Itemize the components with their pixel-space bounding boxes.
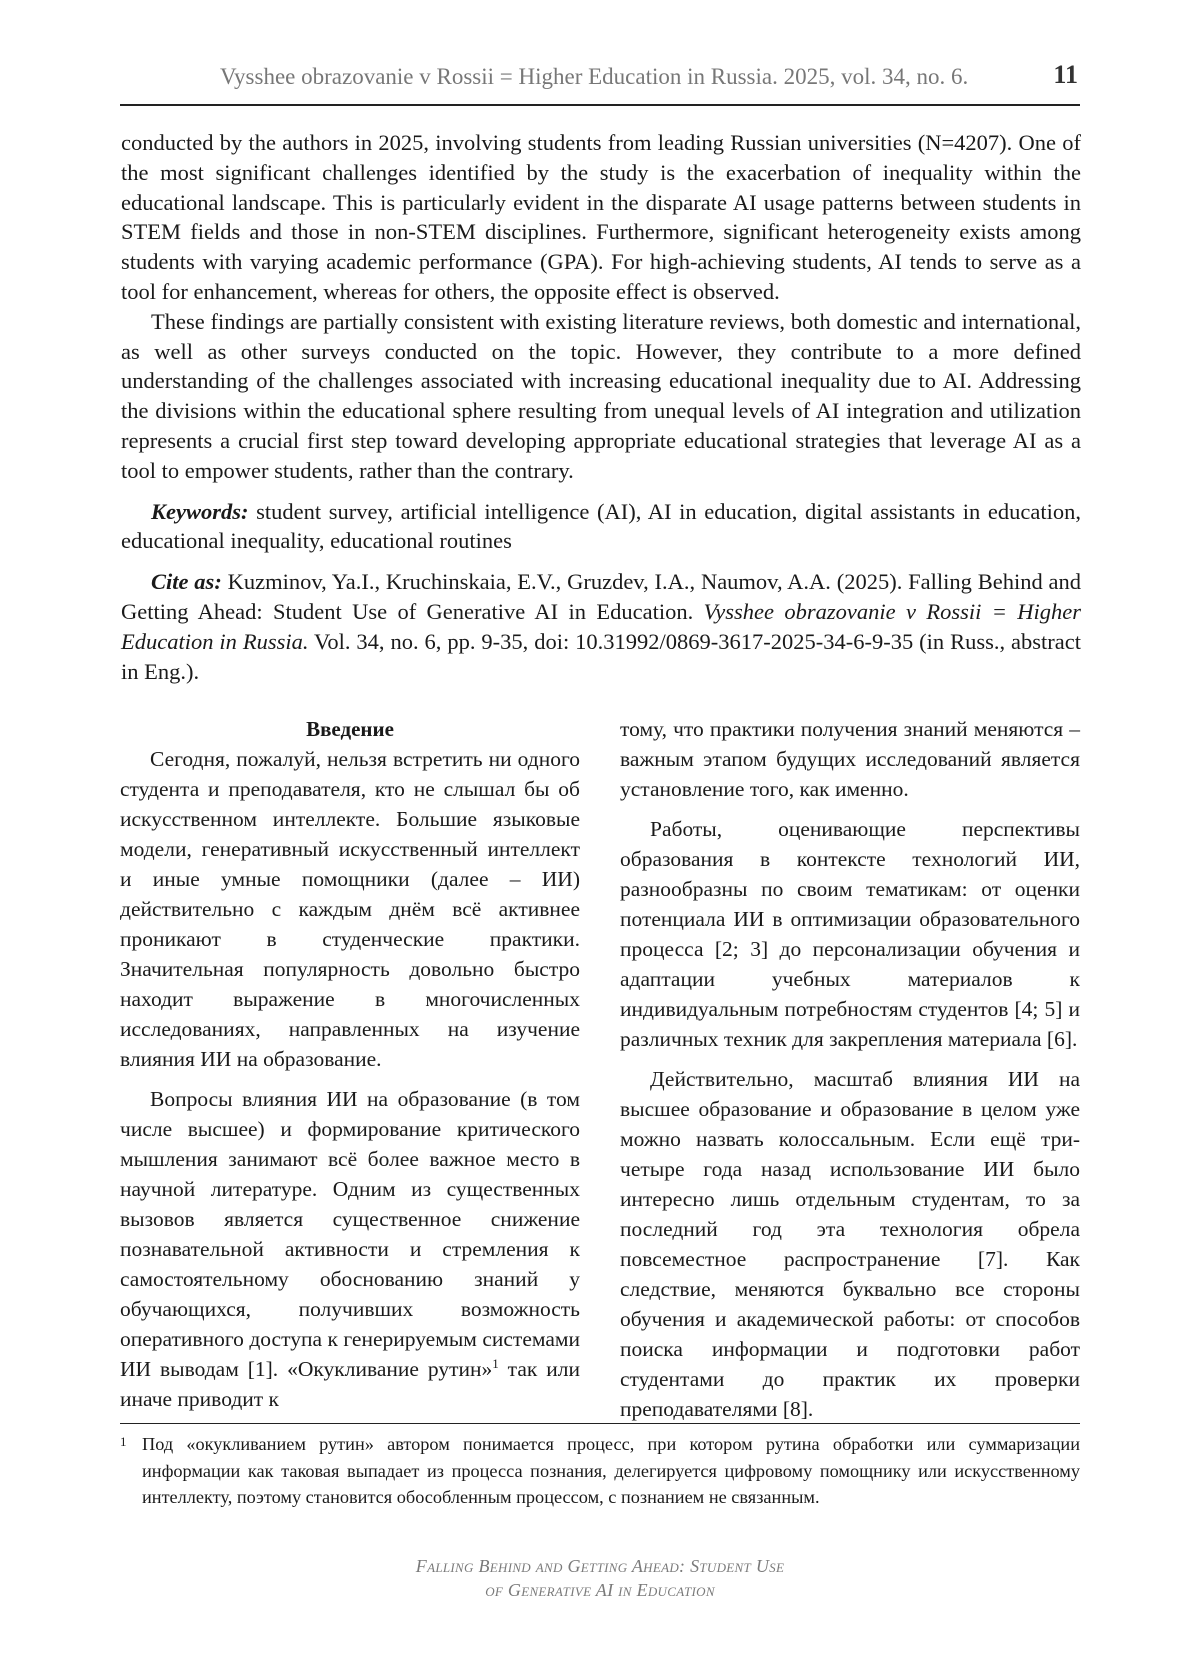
abstract-paragraph-2: These findings are partially consistent with existing literature reviews, both domestic and international, as well as other surveys conducted on the topic. However, they contribute to a more defined understanding of the challenges associated with increasing educational inequality due to AI. Addressing the divisions within the educational sphere resulting from unequal levels of AI integration and utilization represents a crucial first step toward developing appropriate educational strategies that leverage AI as a tool to empower students, rather than the contrary.	[121, 308, 1081, 483]
body-paragraph: Работы, оценивающие перспективы образования в контексте технологий ИИ, разнообразны по своим тематикам: от оценки потенциала ИИ в оптимизации образовательного процесса [2; 3] до персонализации обучения и адаптации учебных материалов к индивидуальным потребностям студентов [4; 5] и различных техник для закрепления материала [6].	[620, 817, 1080, 1051]
citation	[121, 567, 1081, 686]
running-header	[120, 56, 1080, 106]
abstract-continuation	[121, 128, 1081, 686]
body-column-left	[120, 714, 580, 1414]
footnote-mark: 1	[120, 1434, 127, 1449]
body-paragraph: Сегодня, пожалуй, нельзя встретить ни одного студента и преподавателя, кто не слышал бы об искусственном интеллекте. Большие языковые модели, генеративный искусственный интеллект и иные умные помощники (далее – ИИ) действительно с каждым днём всё активнее проникают в студенческие практики. Значительная популярность довольно быстро находит выражение в многочисленных исследованиях, направленных на изучение влияния ИИ на образование.	[120, 747, 580, 1071]
footnote-reference[interactable]: 1	[492, 1355, 499, 1371]
cite-authors: Kuzminov, Ya.I., Kruchinskaia, E.V., Gruzdev, I.A., Naumov, A.A. (2025). Falling Behind and Getting Ahead: Student Use of Generative AI in Education.	[121, 569, 1082, 624]
section-heading: Введение	[306, 717, 394, 741]
page-number: 11	[1053, 60, 1078, 89]
abstract-paragraph-1: conducted by the authors in 2025, involving students from leading Russian universities (N=4207). One of the most significant challenges identified by the study is the exacerbation of inequality within the educational landscape. This is particularly evident in the disparate AI usage patterns between students in STEM fields and those in non-STEM disciplines. Furthermore, significant heterogeneity exists among students with varying academic performance (GPA). For high-achieving students, AI tends to serve as a tool for enhancement, whereas for others, the opposite effect is observed.	[121, 130, 1081, 304]
footnote-divider	[120, 1423, 1080, 1424]
running-footer-line-1: Falling Behind and Getting Ahead: Student Use	[415, 1556, 785, 1576]
keywords-label: Keywords:	[151, 498, 249, 524]
footnote-text: Под «окукливанием рутин» автором понимается процесс, при котором рутина обработки или суммаризации информации как таковая выпадает из процесса познания, делегируется цифровому помощнику или искусственному интеллекту, поэтому становится обособленным процессом, с познанием не связанным.	[142, 1434, 1080, 1507]
running-footer-line-2: of Generative AI in Education	[485, 1580, 715, 1600]
keywords	[121, 497, 1081, 557]
body-paragraph	[120, 1084, 580, 1414]
body-text: так или иначе приводит к	[120, 1357, 580, 1411]
body-paragraph: Действительно, масштаб влияния ИИ на высшее образование и образование в целом уже можно назвать колоссальным. Если ещё три-четыре года назад использование ИИ было интересно лишь отдельным студентам, то за последний год эта технология обрела повсеместное распространение [7]. Как следствие, меняются буквально все стороны обучения и академической работы: от способов поиска информации и подготовки работ студентами до практик их проверки преподавателями [8].	[620, 1067, 1080, 1421]
body-column-right	[620, 714, 1080, 1424]
keywords-text: student survey, artificial intelligence (AI), AI in education, digital assistants in education, educational inequality, educational routines	[121, 498, 1081, 554]
body-paragraph: тому, что практики получения знаний меняются – важным этапом будущих исследований является установление того, как именно.	[620, 717, 1080, 801]
cite-details: Vol. 34, no. 6, pp. 9-35, doi: 10.31992/0869-3617-2025-34-6-9-35 (in Russ., abstract in Eng.).	[121, 628, 1081, 684]
journal-running-title: Vysshee obrazovanie v Rossii = Higher Education in Russia. 2025, vol. 34, no. 6.	[220, 64, 969, 89]
running-footer	[0, 1554, 1200, 1602]
cite-label: Cite as:	[151, 569, 222, 595]
body-text: Вопросы влияния ИИ на образование (в том числе высшее) и формирование критического мышления занимают всё более важное место в научной литературе. Одним из существенных вызовов является существенное снижение познавательной активности и стремления к самостоятельному обоснованию знаний у обучающихся, получивших возможность оперативного доступа к генерируемым системами ИИ выводам [1]. «Окукливание рутин»	[120, 1087, 580, 1381]
cite-journal: Vysshee obrazovanie v Rossii = Higher Education in Russia.	[121, 598, 1082, 654]
footnote	[120, 1431, 1080, 1511]
